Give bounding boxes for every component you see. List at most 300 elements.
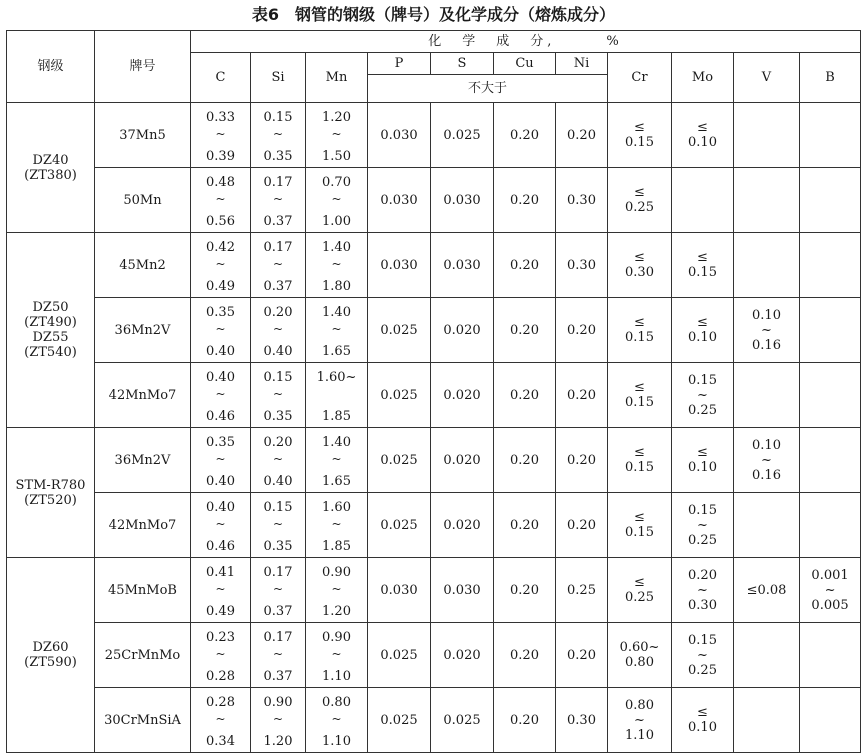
v-cell xyxy=(734,168,800,233)
value-line: 0.56 xyxy=(206,214,235,229)
ni-cell: 0.20 xyxy=(556,623,608,688)
value-line: 1.00 xyxy=(322,214,351,229)
value-line: 0.25 xyxy=(688,532,717,548)
b-cell xyxy=(800,233,861,298)
tilde-mark: ~ xyxy=(272,322,284,336)
tilde-mark: ~ xyxy=(272,192,284,206)
tilde-mark: ~ xyxy=(331,712,342,726)
tilde-mark: ~ xyxy=(215,192,226,206)
table-row xyxy=(7,298,861,363)
grade-cell xyxy=(7,103,95,233)
cu-cell: 0.20 xyxy=(494,428,556,493)
grade-cell xyxy=(7,233,95,428)
header-not-more-than: 不大于 xyxy=(368,75,608,103)
value-line: ≤ xyxy=(634,380,645,395)
value-line: 0.90 xyxy=(263,695,293,710)
value-line: 1.85 xyxy=(322,409,351,424)
value-line: 0.35 xyxy=(263,409,293,424)
value-line: 1.65 xyxy=(322,344,351,359)
cr-cell xyxy=(608,623,672,688)
brand-cell: 36Mn2V xyxy=(95,298,191,363)
value-line: 0.005 xyxy=(811,597,849,613)
cr-cell xyxy=(608,363,672,428)
value-line: 1.60 xyxy=(322,500,351,515)
value-line: 1.10 xyxy=(322,734,351,749)
cu-cell: 0.20 xyxy=(494,233,556,298)
header-si: Si xyxy=(251,53,306,103)
mo-cell xyxy=(672,493,734,558)
value-line: ≤ xyxy=(634,575,645,590)
value-line: 0.23 xyxy=(206,630,235,645)
cr-cell xyxy=(608,558,672,623)
value-line: 0.001 xyxy=(811,567,849,583)
table-row xyxy=(7,233,861,298)
value-line: 0.15 xyxy=(625,330,654,345)
si-cell xyxy=(251,363,306,428)
header-b: B xyxy=(800,53,861,103)
value-line: 0.90 xyxy=(322,630,351,645)
header-mn: Mn xyxy=(306,53,368,103)
value-line: ≤ xyxy=(697,315,708,330)
value-line: 0.15 xyxy=(263,500,293,515)
value-line: ~ xyxy=(697,582,708,598)
si-cell xyxy=(251,428,306,493)
v-cell xyxy=(734,623,800,688)
value-line: (ZT380) xyxy=(24,167,77,183)
value-line: ~ xyxy=(634,712,645,728)
table-row xyxy=(7,168,861,233)
mo-cell xyxy=(672,363,734,428)
cr-cell xyxy=(608,168,672,233)
cu-cell: 0.20 xyxy=(494,363,556,428)
tilde-mark: ~ xyxy=(215,322,226,336)
ni-cell: 0.20 xyxy=(556,493,608,558)
tilde-mark: ~ xyxy=(215,387,226,401)
tilde-mark: ~ xyxy=(215,452,226,466)
c-cell xyxy=(191,103,251,168)
p-cell: 0.025 xyxy=(368,428,431,493)
b-cell xyxy=(800,298,861,363)
value-line: ≤ xyxy=(634,445,645,460)
brand-cell: 45MnMoB xyxy=(95,558,191,623)
value-line: 0.16 xyxy=(752,337,781,353)
ni-cell: 0.30 xyxy=(556,233,608,298)
s-cell: 0.030 xyxy=(431,558,494,623)
p-cell: 0.030 xyxy=(368,103,431,168)
s-cell: 0.020 xyxy=(431,298,494,363)
cr-cell xyxy=(608,103,672,168)
value-line: ≤ xyxy=(634,250,645,265)
brand-cell: 45Mn2 xyxy=(95,233,191,298)
tilde-mark: ~ xyxy=(331,452,342,466)
value-line: 0.15 xyxy=(625,135,654,150)
table-row xyxy=(7,623,861,688)
value-line: (ZT490) xyxy=(24,315,77,330)
value-line: ~ xyxy=(824,582,836,598)
table-row xyxy=(7,688,861,753)
tilde-mark: ~ xyxy=(272,712,284,726)
value-line: 0.16 xyxy=(752,467,781,483)
value-line: 0.25 xyxy=(688,402,717,418)
si-cell xyxy=(251,558,306,623)
p-cell: 0.025 xyxy=(368,623,431,688)
brand-cell: 50Mn xyxy=(95,168,191,233)
ni-cell: 0.20 xyxy=(556,103,608,168)
mn-cell xyxy=(306,168,368,233)
header-composition: 化 学 成 分, % xyxy=(191,31,861,53)
value-line: 0.28 xyxy=(206,669,235,684)
tilde-mark: ~ xyxy=(272,582,284,596)
c-cell xyxy=(191,168,251,233)
mn-cell xyxy=(306,233,368,298)
brand-cell: 37Mn5 xyxy=(95,103,191,168)
value-line: DZ50 xyxy=(32,300,69,315)
tilde-mark: ~ xyxy=(215,257,226,271)
value-line: 0.25 xyxy=(625,590,654,605)
value-line: 0.15 xyxy=(625,460,654,475)
v-cell xyxy=(734,688,800,753)
value-line: 0.49 xyxy=(206,279,235,294)
header-ni: Ni xyxy=(556,53,608,75)
b-cell xyxy=(800,168,861,233)
s-cell: 0.020 xyxy=(431,363,494,428)
mn-cell xyxy=(306,558,368,623)
tilde-mark: ~ xyxy=(215,517,226,531)
tilde-mark: ~ xyxy=(331,257,342,271)
b-cell xyxy=(800,363,861,428)
header-c: C xyxy=(191,53,251,103)
cr-cell xyxy=(608,688,672,753)
brand-cell: 42MnMo7 xyxy=(95,363,191,428)
value-line: 0.17 xyxy=(263,630,293,645)
value-line: 0.10 xyxy=(688,330,717,345)
si-cell xyxy=(251,168,306,233)
value-line: 0.25 xyxy=(625,200,654,215)
value-line: 0.17 xyxy=(263,240,293,255)
value-line: 1.80 xyxy=(322,279,351,294)
tilde-mark: ~ xyxy=(272,647,284,661)
value-line: 0.60~ xyxy=(619,640,660,655)
v-cell xyxy=(734,493,800,558)
value-line: ≤ xyxy=(634,185,645,200)
mn-cell xyxy=(306,428,368,493)
mo-cell xyxy=(672,623,734,688)
grade-cell xyxy=(7,428,95,558)
value-line: 1.60~ xyxy=(316,370,357,385)
table-row xyxy=(7,558,861,623)
b-cell xyxy=(800,493,861,558)
s-cell: 0.025 xyxy=(431,688,494,753)
mo-cell xyxy=(672,428,734,493)
tilde-mark: ~ xyxy=(331,517,342,531)
ni-cell: 0.25 xyxy=(556,558,608,623)
b-cell xyxy=(800,688,861,753)
cu-cell: 0.20 xyxy=(494,688,556,753)
value-line: 0.20 xyxy=(263,435,293,450)
value-line: 0.80 xyxy=(625,697,654,713)
table-row xyxy=(7,363,861,428)
value-line: 0.15 xyxy=(688,502,717,518)
ni-cell: 0.30 xyxy=(556,688,608,753)
mn-cell xyxy=(306,688,368,753)
brand-cell: 36Mn2V xyxy=(95,428,191,493)
value-line: 0.40 xyxy=(263,344,293,359)
value-line: 0.46 xyxy=(206,539,235,554)
value-line: 0.37 xyxy=(263,669,293,684)
tilde-mark: ~ xyxy=(331,322,342,336)
brand-cell: 30CrMnSiA xyxy=(95,688,191,753)
c-cell xyxy=(191,493,251,558)
header-cu: Cu xyxy=(494,53,556,75)
value-line: 0.35 xyxy=(206,305,235,320)
mo-cell xyxy=(672,103,734,168)
v-cell xyxy=(734,558,800,623)
mn-cell xyxy=(306,493,368,558)
value-line: 0.17 xyxy=(263,565,293,580)
mo-cell xyxy=(672,688,734,753)
cu-cell: 0.20 xyxy=(494,493,556,558)
value-line: 0.15 xyxy=(625,525,654,540)
value-line: 0.20 xyxy=(263,305,293,320)
value-line: 0.15 xyxy=(688,265,717,280)
c-cell xyxy=(191,688,251,753)
tilde-mark: ~ xyxy=(272,257,284,271)
mo-cell xyxy=(672,168,734,233)
header-brand: 牌号 xyxy=(95,31,191,103)
tilde-mark: ~ xyxy=(331,127,342,141)
value-line: 0.42 xyxy=(206,240,235,255)
value-line: 0.15 xyxy=(688,632,717,648)
value-line: (ZT540) xyxy=(24,345,77,360)
si-cell xyxy=(251,623,306,688)
value-line: 0.80 xyxy=(322,695,351,710)
value-line: DZ55 xyxy=(32,330,69,345)
value-line: ≤0.08 xyxy=(746,582,787,598)
value-line: 1.85 xyxy=(322,539,351,554)
b-cell xyxy=(800,558,861,623)
ni-cell: 0.30 xyxy=(556,168,608,233)
v-cell xyxy=(734,103,800,168)
mn-cell xyxy=(306,298,368,363)
value-line: 0.40 xyxy=(263,474,293,489)
value-line: ≤ xyxy=(697,705,708,720)
p-cell: 0.025 xyxy=(368,493,431,558)
value-line: 1.10 xyxy=(322,669,351,684)
header-p: P xyxy=(368,53,431,75)
header-cr: Cr xyxy=(608,53,672,103)
brand-cell: 42MnMo7 xyxy=(95,493,191,558)
mo-cell xyxy=(672,558,734,623)
tilde-mark: ~ xyxy=(331,647,342,661)
c-cell xyxy=(191,233,251,298)
value-line: ≤ xyxy=(634,120,645,135)
value-line: 1.40 xyxy=(322,305,351,320)
grade-cell xyxy=(7,558,95,753)
value-line: 0.10 xyxy=(688,720,717,735)
cu-cell: 0.20 xyxy=(494,623,556,688)
table-title: 表6 钢管的钢级（牌号）及化学成分（熔炼成分） xyxy=(251,5,616,24)
value-line: (ZT590) xyxy=(24,655,77,670)
value-line: ~ xyxy=(697,517,708,533)
value-line: 0.35 xyxy=(206,435,235,450)
header-grade: 钢级 xyxy=(7,31,95,103)
value-line: 0.90 xyxy=(322,565,351,580)
cu-cell: 0.20 xyxy=(494,298,556,363)
p-cell: 0.025 xyxy=(368,363,431,428)
value-line: ≤ xyxy=(697,120,708,135)
si-cell xyxy=(251,233,306,298)
cu-cell: 0.20 xyxy=(494,168,556,233)
value-line: 1.40 xyxy=(322,240,351,255)
tilde-mark: ~ xyxy=(272,387,284,401)
value-line: 0.28 xyxy=(206,695,235,710)
p-cell: 0.025 xyxy=(368,688,431,753)
value-line: 0.35 xyxy=(263,539,293,554)
ni-cell: 0.20 xyxy=(556,428,608,493)
value-line: ~ xyxy=(697,387,708,403)
v-cell xyxy=(734,233,800,298)
value-line: 0.17 xyxy=(263,175,293,190)
value-line: 0.15 xyxy=(625,395,654,410)
tilde-mark: ~ xyxy=(331,582,342,596)
value-line: 0.25 xyxy=(688,662,717,678)
p-cell: 0.030 xyxy=(368,558,431,623)
value-line: 1.10 xyxy=(625,727,654,743)
value-line: 0.10 xyxy=(688,135,717,150)
value-line: 0.48 xyxy=(206,175,235,190)
p-cell: 0.030 xyxy=(368,168,431,233)
value-line: 0.37 xyxy=(263,604,293,619)
value-line: 0.39 xyxy=(206,149,235,164)
mn-cell xyxy=(306,623,368,688)
value-line: ≤ xyxy=(634,510,645,525)
si-cell xyxy=(251,688,306,753)
value-line: ≤ xyxy=(634,315,645,330)
value-line: DZ40 xyxy=(32,152,69,168)
value-line: 1.20 xyxy=(322,110,351,125)
tilde-mark: ~ xyxy=(215,127,226,141)
value-line: DZ60 xyxy=(32,640,69,655)
value-line: 0.10 xyxy=(752,437,781,453)
s-cell: 0.030 xyxy=(431,233,494,298)
value-line: 0.15 xyxy=(263,370,293,385)
value-line: 0.37 xyxy=(263,279,293,294)
mn-cell xyxy=(306,363,368,428)
value-line: 0.49 xyxy=(206,604,235,619)
v-cell xyxy=(734,428,800,493)
value-line: 1.20 xyxy=(263,734,293,749)
p-cell: 0.030 xyxy=(368,233,431,298)
value-line: ~ xyxy=(761,452,772,468)
mo-cell xyxy=(672,233,734,298)
header-v: V xyxy=(734,53,800,103)
value-line: 0.20 xyxy=(688,567,717,583)
cr-cell xyxy=(608,493,672,558)
value-line: 0.40 xyxy=(206,500,235,515)
c-cell xyxy=(191,363,251,428)
value-line: 0.70 xyxy=(322,175,351,190)
header-mo: Mo xyxy=(672,53,734,103)
value-line: 0.15 xyxy=(263,110,293,125)
cr-cell xyxy=(608,233,672,298)
s-cell: 0.020 xyxy=(431,428,494,493)
value-line: 0.33 xyxy=(206,110,235,125)
value-line: 0.37 xyxy=(263,214,293,229)
value-line: 0.34 xyxy=(206,734,235,749)
value-line: ≤ xyxy=(697,445,708,460)
cu-cell: 0.20 xyxy=(494,558,556,623)
b-cell xyxy=(800,103,861,168)
chemical-composition-table xyxy=(6,30,861,753)
c-cell xyxy=(191,623,251,688)
value-line: 0.40 xyxy=(206,474,235,489)
s-cell: 0.020 xyxy=(431,623,494,688)
value-line: 0.10 xyxy=(752,307,781,323)
p-cell: 0.025 xyxy=(368,298,431,363)
table-row xyxy=(7,428,861,493)
value-line: ~ xyxy=(697,647,708,663)
table-body xyxy=(7,103,861,753)
tilde-mark: ~ xyxy=(272,452,284,466)
tilde-mark: ~ xyxy=(215,582,226,596)
cu-cell: 0.20 xyxy=(494,103,556,168)
tilde-mark: ~ xyxy=(272,517,284,531)
s-cell: 0.025 xyxy=(431,103,494,168)
value-line: STM-R780 xyxy=(15,477,86,493)
brand-cell: 25CrMnMo xyxy=(95,623,191,688)
value-line: 0.30 xyxy=(625,265,654,280)
si-cell xyxy=(251,103,306,168)
value-line: 0.40 xyxy=(206,370,235,385)
value-line: 0.46 xyxy=(206,409,235,424)
cr-cell xyxy=(608,298,672,363)
b-cell xyxy=(800,623,861,688)
v-cell xyxy=(734,298,800,363)
value-line: 1.50 xyxy=(322,149,351,164)
tilde-mark: ~ xyxy=(215,647,226,661)
value-line: 0.80 xyxy=(625,655,654,670)
value-line: (ZT520) xyxy=(24,492,77,508)
value-line: 1.40 xyxy=(322,435,351,450)
value-line: ~ xyxy=(761,322,772,338)
table-row xyxy=(7,493,861,558)
v-cell xyxy=(734,363,800,428)
value-line: 0.15 xyxy=(688,372,717,388)
b-cell xyxy=(800,428,861,493)
s-cell: 0.020 xyxy=(431,493,494,558)
tilde-mark: ~ xyxy=(272,127,284,141)
c-cell xyxy=(191,558,251,623)
tilde-mark: ~ xyxy=(331,192,342,206)
tilde-mark: ~ xyxy=(215,712,226,726)
ni-cell: 0.20 xyxy=(556,298,608,363)
value-line: 1.65 xyxy=(322,474,351,489)
table-row xyxy=(7,103,861,168)
mo-cell xyxy=(672,298,734,363)
value-line: 0.41 xyxy=(206,565,235,580)
value-line: 0.40 xyxy=(206,344,235,359)
value-line: ≤ xyxy=(697,250,708,265)
header-s: S xyxy=(431,53,494,75)
value-line: 0.10 xyxy=(688,460,717,475)
value-line: 0.30 xyxy=(688,597,717,613)
s-cell: 0.030 xyxy=(431,168,494,233)
value-line: 0.35 xyxy=(263,149,293,164)
c-cell xyxy=(191,428,251,493)
c-cell xyxy=(191,298,251,363)
cr-cell xyxy=(608,428,672,493)
si-cell xyxy=(251,493,306,558)
